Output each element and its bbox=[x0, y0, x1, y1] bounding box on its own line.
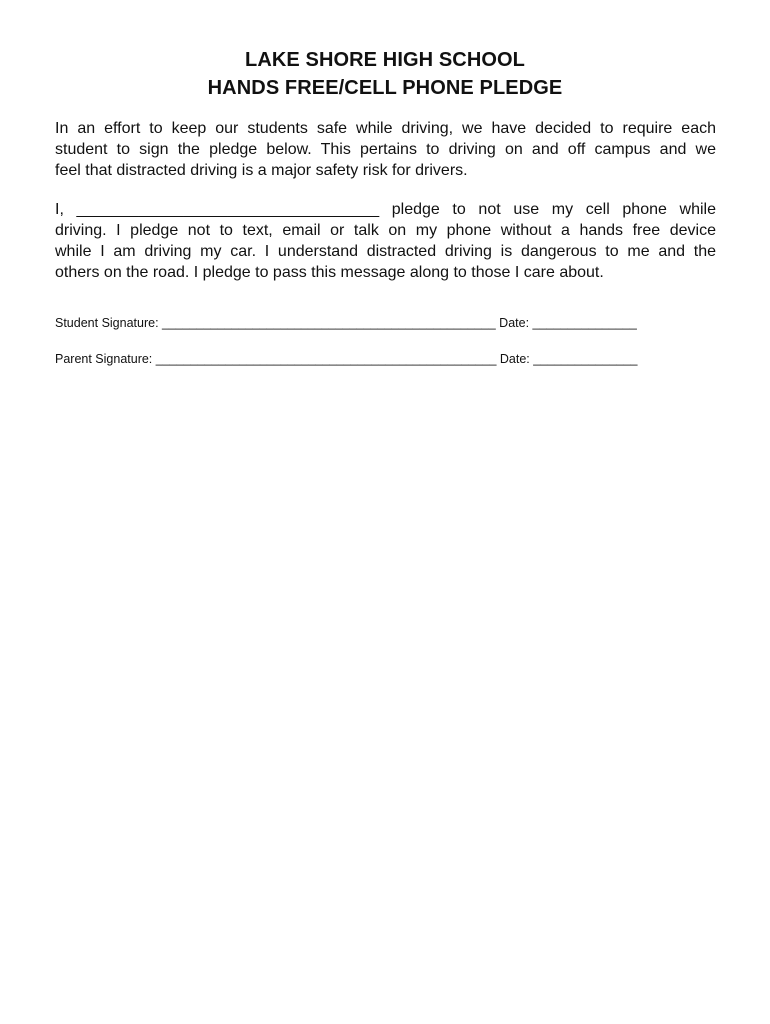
intro-line: In an effort to keep our students safe while driving, we have decided to require each bbox=[55, 120, 716, 137]
parent-signature-line[interactable]: Parent Signature: _________________________________________________ Date: _______________ bbox=[55, 352, 638, 366]
pledge-title-heading: HANDS FREE/CELL PHONE PLEDGE bbox=[207, 77, 563, 99]
intro-paragraph bbox=[55, 118, 716, 181]
pledge-paragraph bbox=[55, 199, 716, 283]
intro-line: student to sign the pledge below. This pertains to driving on and off campus and we bbox=[55, 141, 716, 158]
pledge-line: others on the road. I pledge to pass this message along to those I care about. bbox=[55, 264, 604, 281]
school-name-heading: LAKE SHORE HIGH SCHOOL bbox=[245, 49, 525, 71]
pledge-line: driving. I pledge not to text, email or talk on my phone without a hands free device bbox=[55, 222, 716, 239]
pledge-line: while I am driving my car. I understand distracted driving is dangerous to me and the bbox=[55, 243, 716, 260]
pledge-line: I, __________________________________ pledge to not use my cell phone while bbox=[55, 201, 716, 218]
intro-line: feel that distracted driving is a major safety risk for drivers. bbox=[55, 162, 468, 179]
student-signature-line[interactable]: Student Signature: ________________________________________________ Date: _______________ bbox=[55, 316, 637, 330]
